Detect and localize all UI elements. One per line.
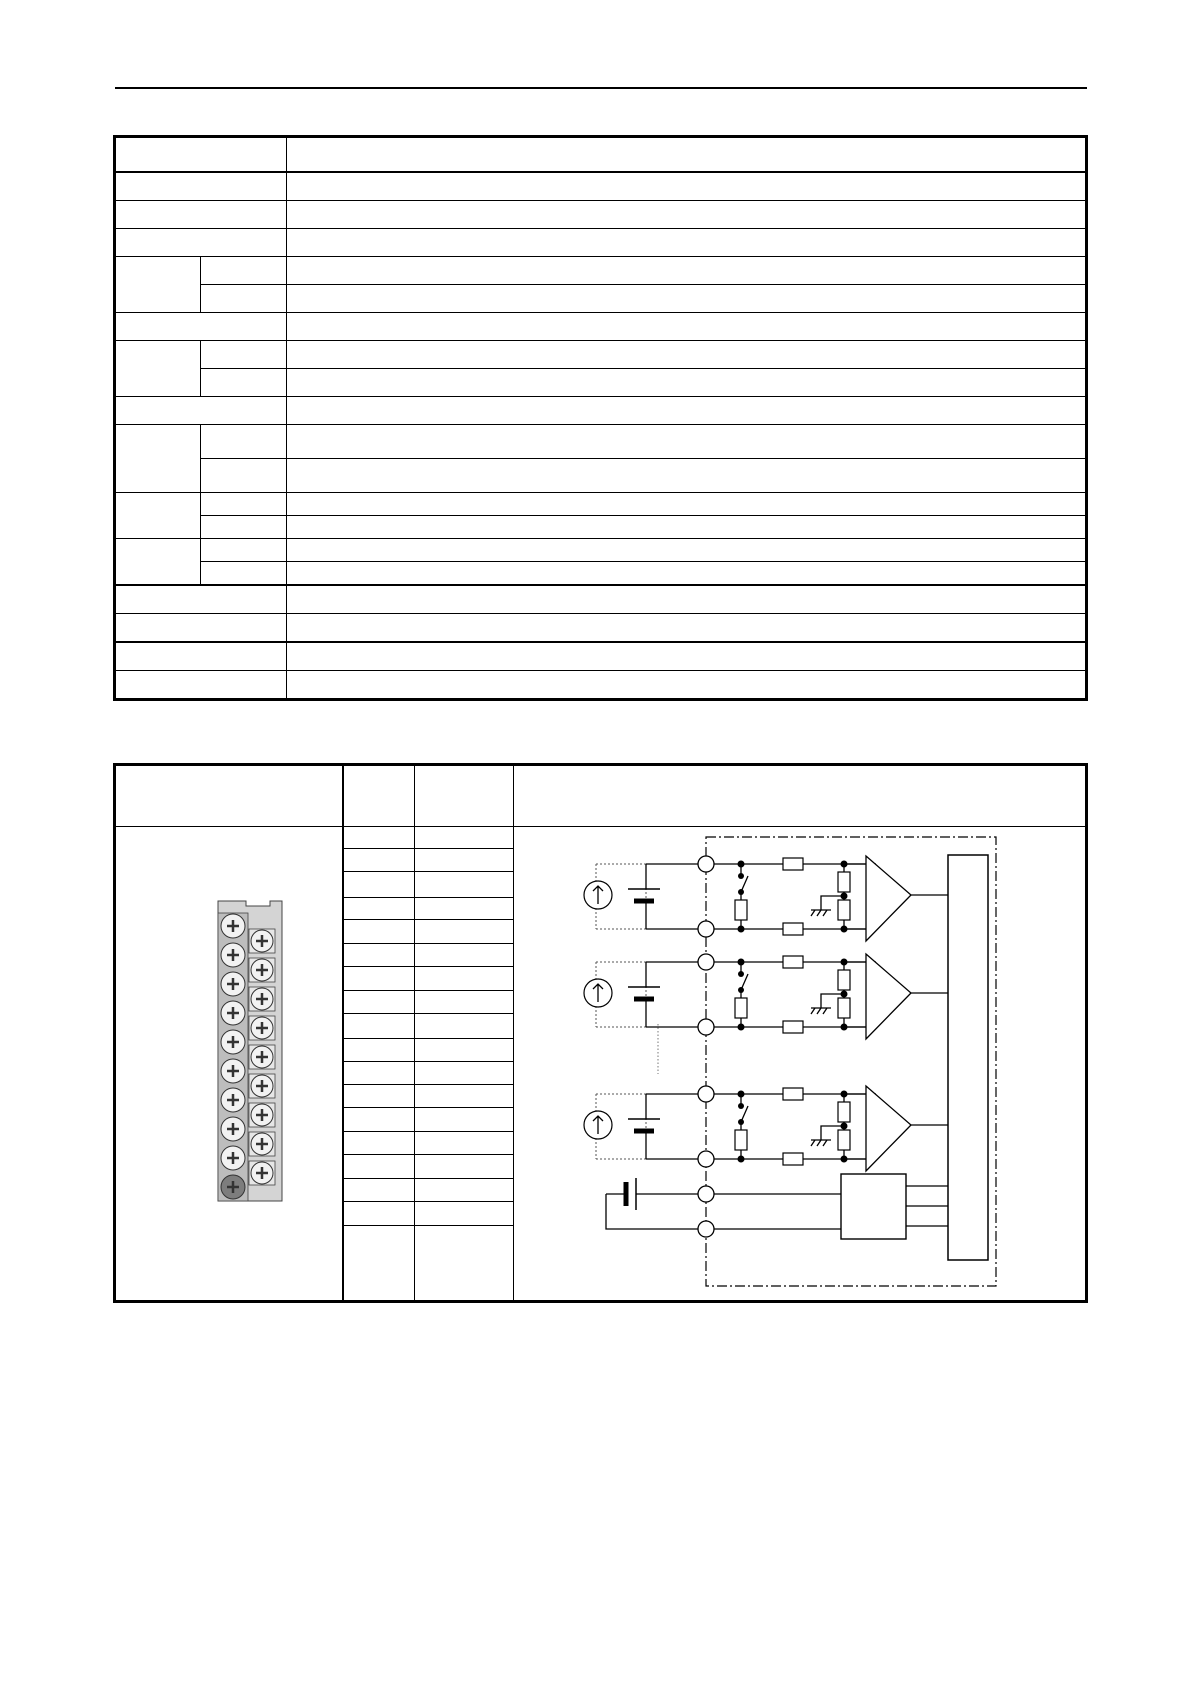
input-wire (646, 1094, 706, 1159)
resistor (783, 858, 803, 870)
spec-value (287, 229, 1087, 257)
resistor (735, 998, 747, 1018)
spec-row (115, 201, 1087, 229)
amplifier-triangle (866, 1086, 911, 1171)
spec-row (115, 516, 1087, 539)
spec-subitem (201, 493, 287, 516)
pin-row (343, 1202, 513, 1226)
wiring-table (113, 763, 1088, 1303)
converter-block (948, 855, 988, 1260)
spec-row (115, 229, 1087, 257)
resistor (783, 956, 803, 968)
spec-value (287, 397, 1087, 425)
spec-row (115, 369, 1087, 397)
resistor (783, 1088, 803, 1100)
pin-row (343, 1062, 513, 1085)
spec-group-label (115, 493, 201, 539)
resistor (838, 1130, 850, 1150)
spec-row (115, 257, 1087, 285)
switch-contact (738, 889, 744, 895)
pin-row (343, 1108, 513, 1132)
spec-subitem (201, 341, 287, 369)
spec-value (287, 172, 1087, 201)
spec-value (287, 642, 1087, 671)
spec-item (115, 201, 287, 229)
pin-row (343, 1132, 513, 1155)
terminal-node (698, 921, 714, 937)
pin-row (343, 849, 513, 872)
spec-row (115, 459, 1087, 493)
resistor (838, 1102, 850, 1122)
spec-row (115, 614, 1087, 643)
wiring-col-divider (513, 766, 514, 1300)
spec-row (115, 493, 1087, 516)
pin-row (343, 1155, 513, 1179)
spec-subitem (201, 516, 287, 539)
switch-contact (738, 1119, 744, 1125)
pin-row (343, 1085, 513, 1108)
spec-row (115, 313, 1087, 341)
spec-group-label (115, 539, 201, 586)
spec-value (287, 313, 1087, 341)
terminal-node (698, 1186, 714, 1202)
spec-row (115, 397, 1087, 425)
spec-value (287, 516, 1087, 539)
spec-item (115, 397, 287, 425)
pin-row (343, 1039, 513, 1062)
pin-row (343, 991, 513, 1014)
spec-subitem (201, 425, 287, 459)
terminal-node (698, 1151, 714, 1167)
spec-group-label (115, 425, 201, 493)
spec-row (115, 172, 1087, 201)
spec-row (115, 671, 1087, 700)
spec-subitem (201, 257, 287, 285)
spec-item (115, 229, 287, 257)
spec-row (115, 285, 1087, 313)
spec-subitem (201, 285, 287, 313)
spec-row (115, 341, 1087, 369)
pin-row (343, 1179, 513, 1202)
spec-header-row (115, 137, 1087, 173)
pin-row (343, 872, 513, 898)
pin-row (343, 1014, 513, 1039)
specification-table (113, 135, 1088, 701)
switch-contact (738, 873, 744, 879)
power-wire (606, 1194, 706, 1229)
spec-value (287, 562, 1087, 586)
spec-value (287, 459, 1087, 493)
spec-value (287, 539, 1087, 562)
switch-contact (738, 1103, 744, 1109)
resistor (838, 872, 850, 892)
wiring-header-divider (116, 826, 1085, 827)
pin-row (343, 1226, 513, 1300)
pin-row (343, 944, 513, 967)
spec-value (287, 341, 1087, 369)
spec-group-label (115, 341, 201, 397)
spec-value (287, 257, 1087, 285)
resistor (783, 1021, 803, 1033)
spec-value (287, 614, 1087, 643)
input-circuit-diagram (596, 834, 1096, 1304)
spec-item (115, 642, 287, 671)
terminal-node (698, 1221, 714, 1237)
spec-header-item (115, 137, 287, 173)
terminal-node (698, 856, 714, 872)
resistor (838, 970, 850, 990)
pin-row (343, 920, 513, 944)
spec-item (115, 313, 287, 341)
pin-row (343, 967, 513, 991)
pin-row (343, 826, 513, 849)
switch-contact (738, 987, 744, 993)
spec-row (115, 642, 1087, 671)
amplifier-triangle (866, 856, 911, 941)
resistor (735, 1130, 747, 1150)
resistor (783, 1153, 803, 1165)
spec-item (115, 614, 287, 643)
terminal-node (698, 954, 714, 970)
header-rule (115, 87, 1087, 89)
spec-item (115, 172, 287, 201)
resistor (838, 900, 850, 920)
spec-value (287, 425, 1087, 459)
pin-row (343, 898, 513, 920)
spec-value (287, 585, 1087, 614)
spec-item (115, 585, 287, 614)
input-wire (646, 962, 706, 1027)
spec-value (287, 671, 1087, 700)
power-output (906, 1186, 948, 1226)
power-supply-block (841, 1174, 906, 1239)
spec-header-value (287, 137, 1087, 173)
spec-row (115, 562, 1087, 586)
resistor (838, 998, 850, 1018)
terminal-node (698, 1086, 714, 1102)
spec-group-label (115, 257, 201, 313)
spec-value (287, 369, 1087, 397)
spec-subitem (201, 539, 287, 562)
switch-contact (738, 971, 744, 977)
spec-item (115, 671, 287, 700)
spec-row (115, 425, 1087, 459)
resistor (735, 900, 747, 920)
spec-subitem (201, 369, 287, 397)
spec-row (115, 539, 1087, 562)
resistor (783, 923, 803, 935)
spec-value (287, 201, 1087, 229)
terminal-block-illustration (218, 901, 298, 1221)
spec-value (287, 493, 1087, 516)
spec-value (287, 285, 1087, 313)
amplifier-triangle (866, 954, 911, 1039)
terminal-node (698, 1019, 714, 1035)
spec-subitem (201, 459, 287, 493)
power-wire (714, 1194, 841, 1229)
spec-subitem (201, 562, 287, 586)
spec-row (115, 585, 1087, 614)
input-wire (646, 864, 706, 929)
